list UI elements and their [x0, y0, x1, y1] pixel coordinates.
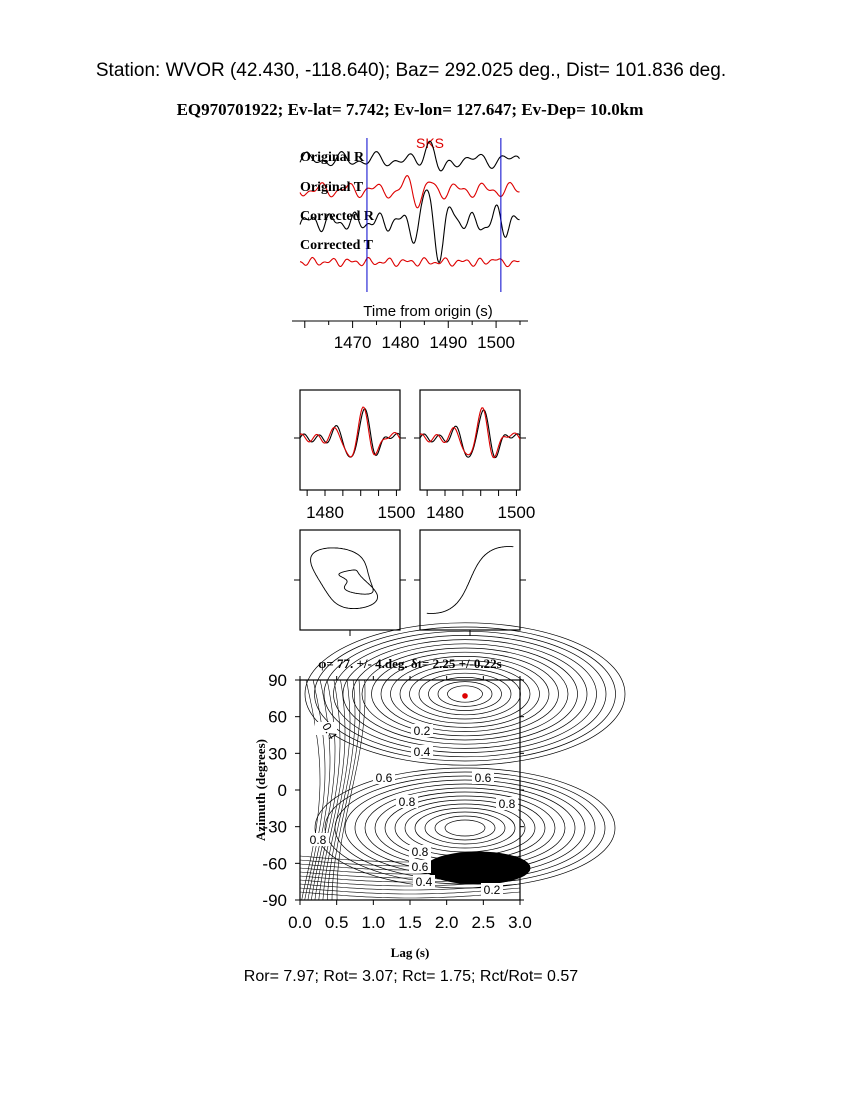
lag-tick-label: 0.0 [288, 913, 312, 932]
contour-line [445, 820, 485, 836]
particle-motion-box [300, 530, 400, 630]
lag-tick-label: 2.0 [434, 913, 459, 932]
contour-label: 0.8 [398, 795, 416, 809]
best-fit-marker [462, 693, 468, 699]
azimuth-tick-label: 0 [277, 781, 287, 800]
contour-title: φ= 77. +/- 4.deg. δt= 2.25 +/-0.22s [318, 656, 502, 671]
trace-label: Original R [300, 150, 365, 165]
waveform-tick-label: 1500 [497, 503, 536, 522]
splitting-contour-panel [253, 623, 625, 960]
contour-label: 0.2 [483, 883, 501, 897]
trace-label: Corrected T [300, 238, 373, 253]
particle-motion-panels [294, 530, 526, 636]
particle-motion-path [427, 547, 514, 614]
station-line: Station: WVOR (42.430, -118.640); Baz= 292.025 deg., Dist= 101.836 deg. [95, 60, 727, 81]
particle-motion-path [311, 548, 378, 609]
azimuth-tick-label: -30 [262, 817, 287, 837]
azimuth-tick-label: -90 [262, 891, 287, 910]
time-tick-label: 1470 [333, 333, 372, 352]
trace-line [300, 258, 520, 267]
contour-line [308, 680, 330, 900]
waveform-series-line [300, 407, 400, 457]
waveform-tick-label: 1480 [306, 503, 344, 522]
contour-label: 0.8 [411, 845, 429, 859]
contour-label: 0.8 [498, 797, 516, 811]
azimuth-tick-label: 30 [268, 744, 287, 764]
contour-label: 0.4 [319, 720, 340, 742]
lag-tick-label: 1.0 [361, 913, 386, 932]
waveform-tick-label: 1480 [426, 503, 464, 522]
event-line: EQ970701922; Ev-lat= 7.742; Ev-lon= 127.647; Ev-Dep= 10.0km [176, 100, 644, 119]
azimuth-axis-label: Azimuth (degrees) [253, 739, 268, 841]
waveform-series-line [300, 409, 400, 457]
time-tick-label: 1490 [429, 333, 468, 352]
lag-axis-label: Lag (s) [390, 945, 430, 960]
ratios-line: Ror= 7.97; Rot= 3.07; Rct= 1.75; Rct/Rot= 0.57 [243, 968, 579, 985]
trace-label: Original T [300, 180, 364, 195]
contour-label: 0.8 [309, 833, 327, 847]
contour-line [415, 808, 515, 848]
waveform-tick-label: 1500 [377, 503, 416, 522]
azimuth-tick-label: 90 [268, 671, 287, 690]
waveform-series-line [420, 408, 520, 458]
lag-tick-label: 2.5 [471, 913, 496, 932]
contour-label: 0.2 [413, 724, 431, 738]
lag-tick-label: 0.5 [324, 913, 349, 932]
trace-label: Corrected R [300, 209, 374, 224]
contour-line [435, 816, 495, 840]
waveform-series-line [420, 410, 520, 458]
contour-line [425, 812, 505, 844]
contour-label: 0.4 [415, 875, 433, 889]
lag-tick-label: 1.5 [398, 913, 422, 932]
waveform-traces-panel [292, 135, 528, 352]
lag-tick-label: 3.0 [508, 913, 532, 932]
azimuth-tick-label: -60 [262, 854, 287, 874]
time-tick-label: 1500 [477, 333, 516, 352]
contour-label: 0.6 [411, 860, 429, 874]
waveform-comparison-panels [294, 390, 535, 522]
contour-label: 0.6 [375, 771, 393, 785]
contour-label: 0.6 [474, 771, 492, 785]
azimuth-tick-label: 60 [268, 707, 287, 727]
time-axis-label: Time from origin (s) [363, 303, 493, 320]
contour-label: 0.4 [413, 745, 431, 759]
phase-label: SKS [415, 135, 445, 151]
time-tick-label: 1480 [381, 333, 420, 352]
